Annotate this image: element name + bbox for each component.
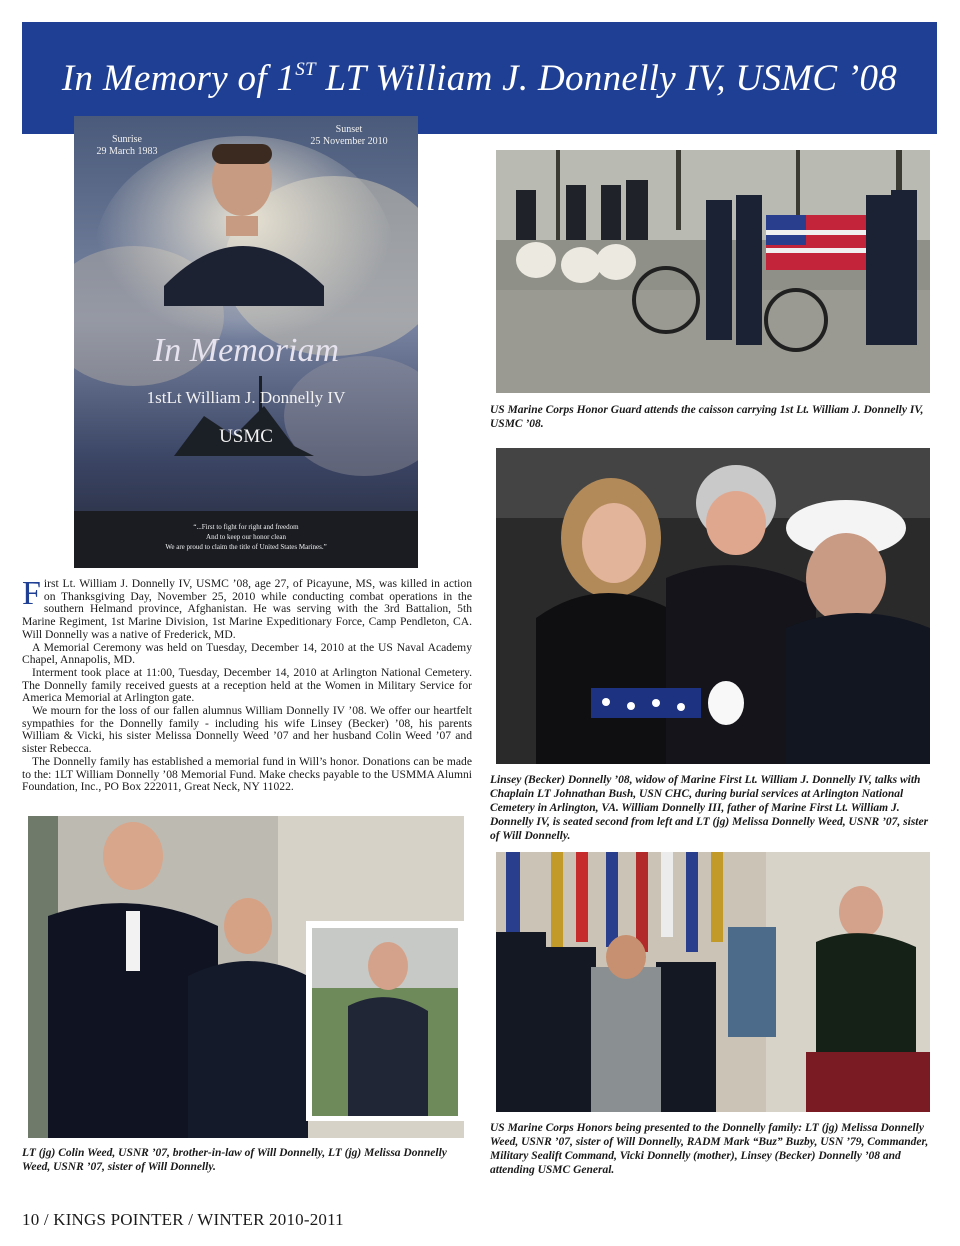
article-paragraph-1: [22, 575, 472, 642]
article-paragraph-3: Interment took place at 11:00, Tuesday, December 14, 2010 at Arlington National Cemetery. The Donnelly family received guests at a reception held at the Women in Military Service for America Memorial at Arlington gate.: [22, 665, 472, 705]
weeds-caption: LT (jg) Colin Weed, USNR ’07, brother-in-law of Will Donnelly, LT (jg) Melissa Donnelly Weed, USNR ’07, sister of Will Donnelly.: [22, 1147, 447, 1173]
flag-caption: Linsey (Becker) Donnelly ’08, widow of Marine First Lt. William J. Donnelly IV, talks with Chaplain LT Johnathan Bush, USN CHC, during burial services at Arlington National Cemetery in Arlington, VA. William Donnelly III, father of Marine First Lt. William J. Donnelly IV, is seated second from left and LT (jg) Melissa Donnelly Weed, USNR ’07, sister of Will Donnelly.: [490, 774, 929, 842]
title-text-rest: LT William J. Donnelly IV, USMC ’08: [315, 57, 898, 99]
paragraph-text: irst Lt. William J. Donnelly IV, USMC ’08, age 27, of Picayune, MS, was killed in action on Thanksgiving Day, November 25, 2010 while conducting combat operations in the southern Helmand province, Afghanistan. He was serving with the 3rd Battalion, 5th Marine Regiment, 1st Marine Division, 1st Marine Expeditionary Force, Camp Pendleton, CA. Will Donnelly was a native of Frederick, MD.: [22, 577, 472, 641]
caisson-caption: US Marine Corps Honor Guard attends the caisson carrying 1st Lt. William J. Donnelly IV, USMC ’08.: [490, 404, 924, 430]
page-title: [62, 57, 897, 100]
article-body: [22, 575, 472, 794]
article-paragraph-2: A Memorial Ceremony was held on Tuesday, December 14, 2010 at the US Naval Academy Chapel, Annapolis, MD.: [22, 640, 472, 667]
poster-quote: [74, 522, 418, 552]
title-superscript: ST: [295, 58, 316, 80]
page-footer: 10 / KINGS POINTER / WINTER 2010-2011: [22, 1210, 344, 1229]
poster-branch: USMC: [219, 426, 273, 447]
sunrise-label: Sunrise: [112, 134, 142, 145]
quote-line: And to keep our honor clean: [206, 533, 286, 541]
poster-in-memoriam: In Memoriam: [152, 332, 340, 369]
poster-sunset: [294, 124, 404, 148]
article-paragraph-5: The Donnelly family has established a memorial fund in Will’s honor. Donations can be made to the: 1LT William Donnelly ’08 Memorial Fund. Make checks payable to the USMMA Alumni Foundation, Inc., PO Box 222011, Great Neck, NY 11022.: [22, 754, 472, 794]
caisson-photo: [496, 150, 930, 393]
honors-photo: [496, 852, 930, 1112]
sunrise-date: 29 March 1983: [96, 146, 158, 157]
flag-presentation-photo: [496, 448, 930, 764]
honors-caption: US Marine Corps Honors being presented to the Donnelly family: LT (jg) Melissa Donnelly Weed, USNR ’07, sister of Will Donnelly, RADM Mark “Buz” Buzby, USN ’79, Commander, Military Sealift Command, Vicki Donnelly (mother), Linsey (Becker) Donnelly ’08 and attending USMC General.: [490, 1122, 929, 1176]
quote-line: We are proud to claim the title of United States Marines.”: [165, 543, 327, 551]
drop-cap: F: [22, 575, 41, 612]
title-text: In Memory of 1: [61, 57, 296, 99]
weeds-photo: [28, 816, 464, 1138]
sunset-label: Sunset: [335, 124, 363, 135]
poster-name: 1stLt William J. Donnelly IV: [146, 388, 346, 407]
poster-sunrise: [82, 134, 172, 158]
article-paragraph-4: We mourn for the loss of our fallen alumnus William Donnelly IV ’08. We offer our heartfelt sympathies for the Donnelly family - including his wife Linsey (Becker) ’08, his parents William & Vicki, his sister Melissa Donnelly Weed ’07 and her husband Colin Weed ’07 and sister Rebecca.: [22, 704, 472, 756]
memorial-poster-photo: [74, 116, 418, 568]
sunset-date: 25 November 2010: [310, 136, 388, 147]
quote-line: “...First to fight for right and freedom: [193, 523, 299, 531]
